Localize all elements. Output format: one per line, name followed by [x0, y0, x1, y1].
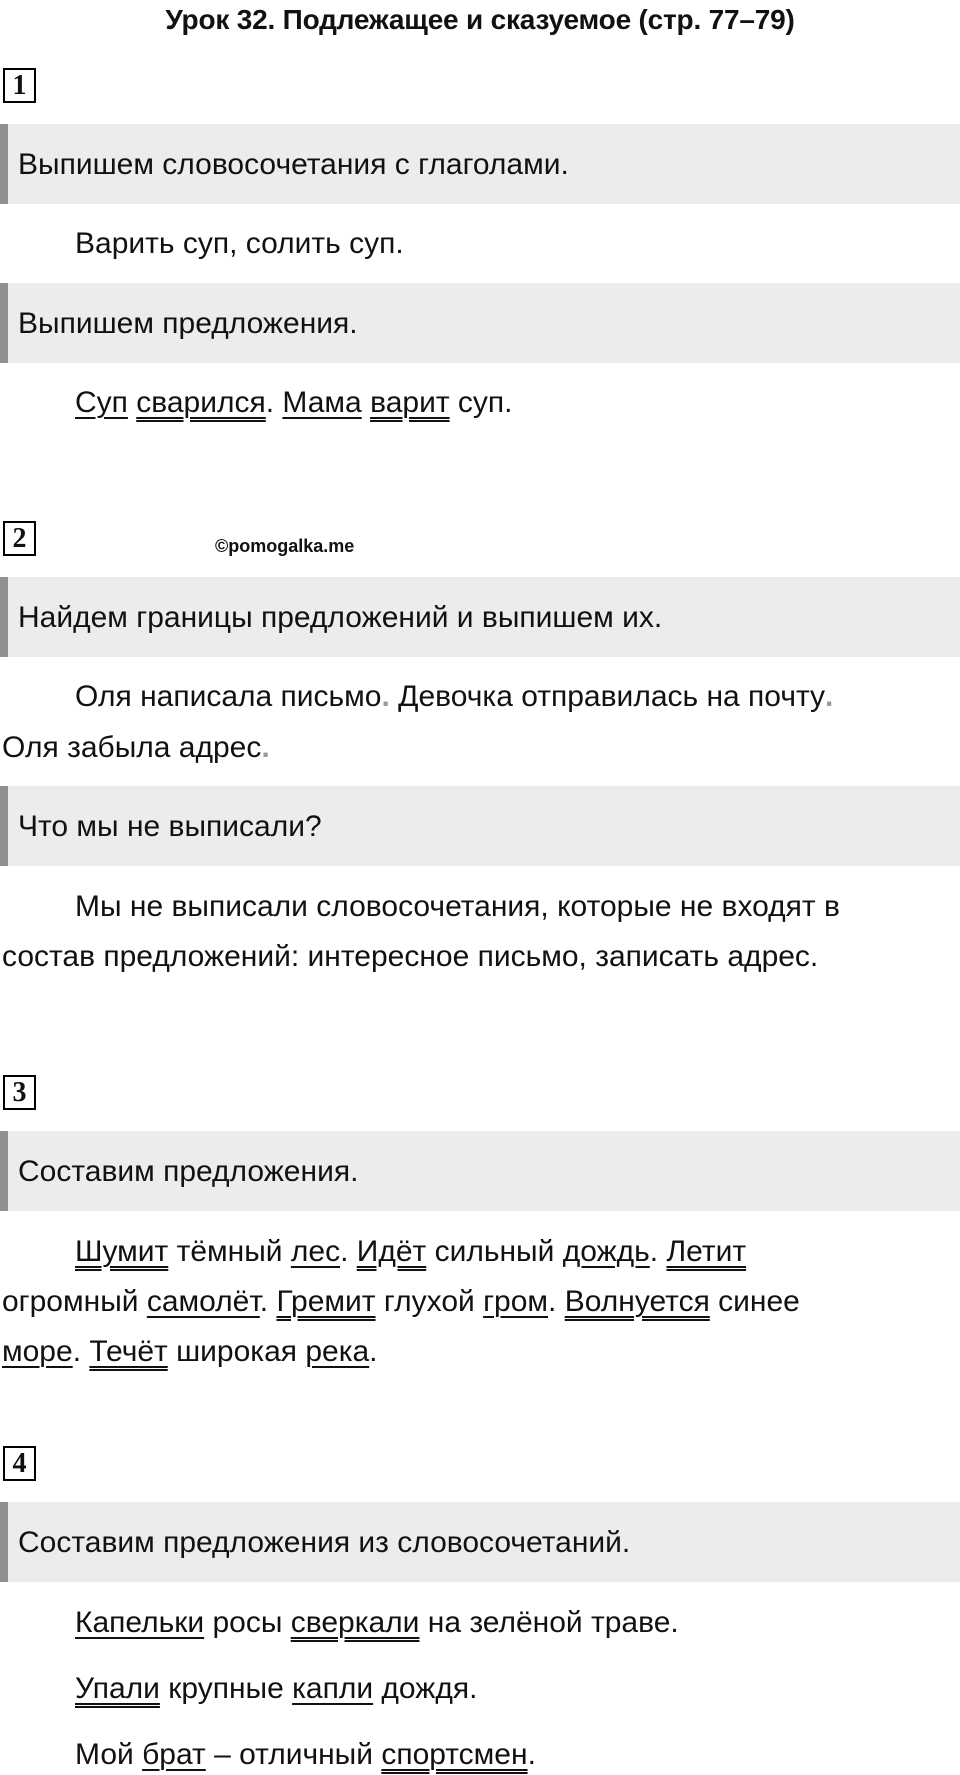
text-fragment: .	[527, 1738, 536, 1771]
text-fragment: – отличный	[205, 1738, 382, 1771]
text-fragment: дождя.	[373, 1672, 478, 1705]
text-fragment: сильный	[426, 1235, 563, 1268]
task-4-instruction: Составим предложения из словосочетаний.	[0, 1502, 960, 1582]
task-2-answer-line-1	[75, 677, 833, 717]
predicate-word: сверкали	[290, 1606, 420, 1639]
task-2-instruction-2: Что мы не выписали?	[0, 786, 960, 866]
subject-word: море	[2, 1335, 73, 1368]
subject-word: река	[305, 1335, 370, 1368]
watermark: ©pomogalka.me	[215, 536, 355, 556]
task-3-answer-line-1	[75, 1232, 746, 1272]
task-2-answer-line-4: состав предложений: интересное письмо, записать адрес.	[2, 940, 819, 973]
task-2-answer-line-2	[2, 728, 270, 768]
subject-word: гром	[483, 1285, 549, 1318]
subject-word: самолёт	[146, 1285, 260, 1318]
predicate-word: Идёт	[356, 1235, 427, 1268]
task-1-instruction-1: Выпишем словосочетания с глаголами.	[0, 124, 960, 204]
subject-word: брат	[142, 1738, 206, 1771]
task-1-answer-2	[75, 383, 512, 423]
exercise-number-2: 2	[3, 521, 36, 556]
text-fragment	[362, 386, 370, 419]
text-fragment: глухой	[375, 1285, 484, 1318]
subject-word: Мама	[282, 386, 362, 419]
sentence-boundary-dot: .	[825, 680, 834, 713]
text-fragment: Оля забыла адрес	[2, 731, 262, 764]
task-2-answer-line-3: Мы не выписали словосочетания, которые не входят в	[75, 890, 840, 923]
predicate-word: Шумит	[75, 1235, 169, 1268]
text-fragment: .	[265, 386, 283, 419]
text-fragment: крупные	[159, 1672, 293, 1705]
text-fragment: Девочка отправилась на почту	[389, 680, 826, 713]
text-fragment: .	[649, 1235, 667, 1268]
text-fragment: огромный	[2, 1285, 147, 1318]
page-title: Урок 32. Подлежащее и сказуемое (стр. 77–79)	[165, 4, 795, 35]
predicate-word: спортсмен	[381, 1738, 528, 1771]
subject-word: Капельки	[75, 1606, 205, 1639]
subject-word: лес	[290, 1235, 341, 1268]
text-fragment: росы	[204, 1606, 291, 1639]
text-fragment: .	[72, 1335, 90, 1368]
subject-word: дождь	[562, 1235, 650, 1268]
task-3-answer-line-3	[2, 1332, 378, 1372]
text-fragment: .	[340, 1235, 357, 1268]
task-3-instruction: Составим предложения.	[0, 1131, 960, 1211]
subject-word: капли	[292, 1672, 374, 1705]
sentence-boundary-dot: .	[261, 731, 270, 764]
task-4-answer-3	[75, 1735, 536, 1775]
text-fragment: на зелёной траве.	[419, 1606, 679, 1639]
exercise-number-1: 1	[3, 68, 36, 103]
task-4-answer-1	[75, 1603, 679, 1643]
text-fragment: .	[259, 1285, 277, 1318]
task-1-answer-1: Варить суп, солить суп.	[75, 227, 404, 260]
task-1-instruction-2: Выпишем предложения.	[0, 283, 960, 363]
predicate-word: варит	[370, 386, 450, 419]
task-3-answer-line-2	[2, 1282, 800, 1322]
text-fragment: тёмный	[168, 1235, 291, 1268]
subject-word: Суп	[75, 386, 128, 419]
text-fragment: .	[369, 1335, 378, 1368]
text-fragment	[128, 386, 136, 419]
text-fragment: Оля написала письмо	[75, 680, 382, 713]
exercise-number-3: 3	[3, 1075, 36, 1110]
text-fragment: широкая	[167, 1335, 306, 1368]
sentence-boundary-dot: .	[381, 680, 390, 713]
exercise-number-4: 4	[3, 1446, 36, 1481]
predicate-word: Волнуется	[564, 1285, 710, 1318]
text-fragment: синее	[709, 1285, 800, 1318]
task-2-instruction-1: Найдем границы предложений и выпишем их.	[0, 577, 960, 657]
predicate-word: Летит	[666, 1235, 747, 1268]
predicate-word: Течёт	[89, 1335, 168, 1368]
text-fragment: Мой	[75, 1738, 143, 1771]
predicate-word: Гремит	[276, 1285, 376, 1318]
text-fragment: .	[548, 1285, 565, 1318]
predicate-word: Упали	[75, 1672, 160, 1705]
predicate-word: сварился	[136, 386, 266, 419]
task-4-answer-2	[75, 1669, 477, 1709]
text-fragment: суп.	[449, 386, 513, 419]
